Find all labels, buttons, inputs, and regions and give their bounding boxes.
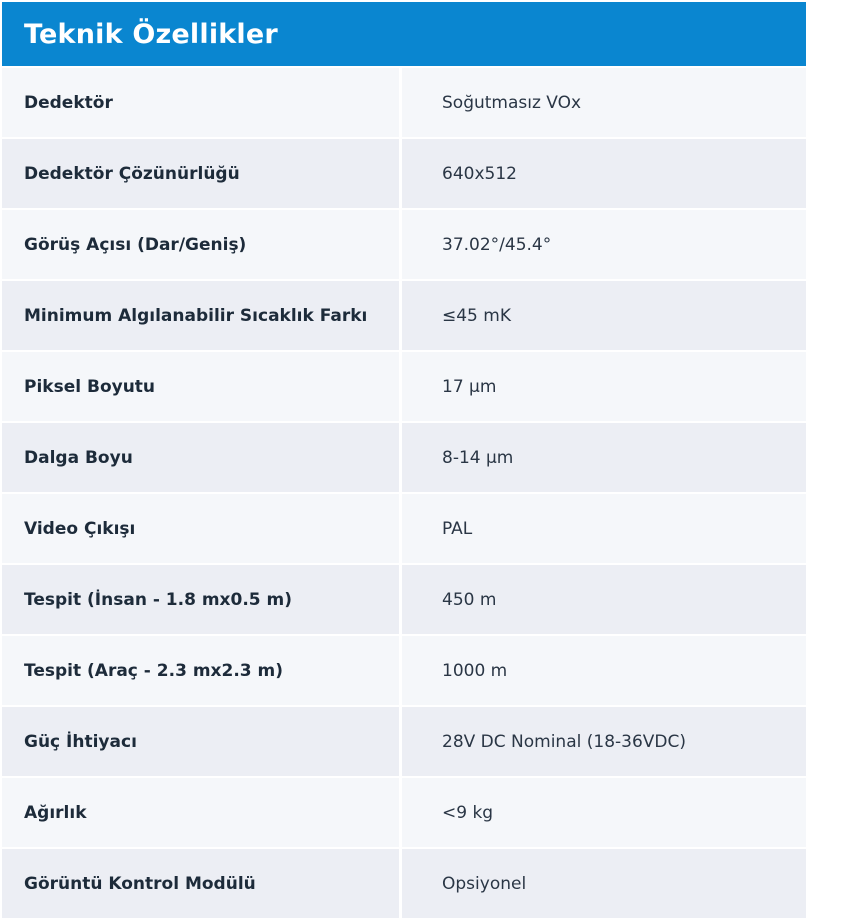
spec-value: 17 µm — [402, 352, 806, 421]
spec-value: 450 m — [402, 565, 806, 634]
spec-row — [2, 352, 806, 423]
spec-label: Ağırlık — [2, 778, 402, 847]
spec-label: Minimum Algılanabilir Sıcaklık Farkı — [2, 281, 402, 350]
spec-row — [2, 565, 806, 636]
spec-row — [2, 68, 806, 139]
spec-row — [2, 281, 806, 352]
spec-value: Soğutmasız VOx — [402, 68, 806, 137]
spec-value: 37.02°/45.4° — [402, 210, 806, 279]
page-title: Teknik Özellikler — [24, 18, 278, 50]
spec-row — [2, 849, 806, 920]
spec-value: 1000 m — [402, 636, 806, 705]
spec-label: Görüş Açısı (Dar/Geniş) — [2, 210, 402, 279]
spec-value: 8-14 µm — [402, 423, 806, 492]
spec-label: Dedektör — [2, 68, 402, 137]
spec-value: PAL — [402, 494, 806, 563]
spec-label: Tespit (İnsan - 1.8 mx0.5 m) — [2, 565, 402, 634]
spec-row — [2, 139, 806, 210]
spec-value: 28V DC Nominal (18-36VDC) — [402, 707, 806, 776]
spec-label: Dalga Boyu — [2, 423, 402, 492]
spec-label: Güç İhtiyacı — [2, 707, 402, 776]
spec-rows — [2, 68, 806, 920]
spec-value: 640x512 — [402, 139, 806, 208]
spec-table — [2, 2, 806, 920]
spec-label: Görüntü Kontrol Modülü — [2, 849, 402, 918]
spec-label: Dedektör Çözünürlüğü — [2, 139, 402, 208]
spec-label: Piksel Boyutu — [2, 352, 402, 421]
spec-row — [2, 778, 806, 849]
spec-row — [2, 494, 806, 565]
spec-label: Video Çıkışı — [2, 494, 402, 563]
spec-table-header — [2, 2, 806, 68]
spec-label: Tespit (Araç - 2.3 mx2.3 m) — [2, 636, 402, 705]
spec-value: Opsiyonel — [402, 849, 806, 918]
spec-row — [2, 210, 806, 281]
spec-row — [2, 636, 806, 707]
spec-value: ≤45 mK — [402, 281, 806, 350]
spec-row — [2, 423, 806, 494]
spec-value: <9 kg — [402, 778, 806, 847]
spec-row — [2, 707, 806, 778]
